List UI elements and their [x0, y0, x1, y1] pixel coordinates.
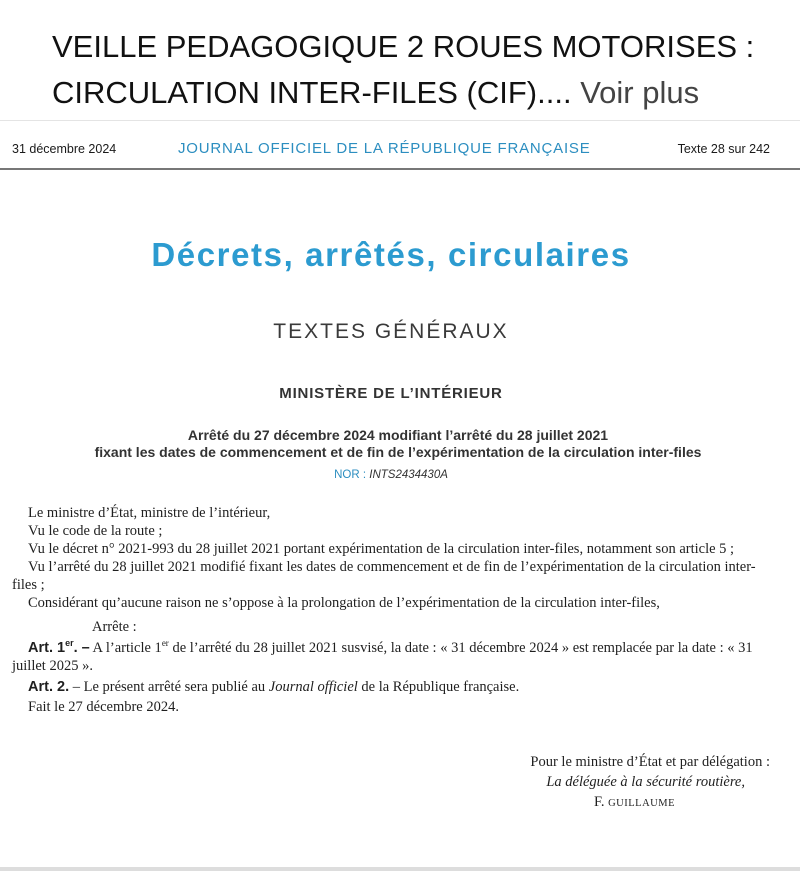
nor-label: NOR : — [334, 469, 367, 481]
document-body — [12, 504, 770, 716]
arrete-title — [14, 427, 782, 461]
journal-header — [12, 140, 770, 160]
nor-reference — [0, 469, 782, 481]
signature-line2: La déléguée à la sécurité routière, — [546, 774, 745, 790]
paragraph: Vu l’arrêté du 28 juillet 2021 modifié fixant les dates de commencement et de fin de l’expérimentation de la circulation inter-files ; — [12, 559, 756, 593]
arrete-title-line2: fixant les dates de commencement et de fin de l’expérimentation de la circulation inter-files — [94, 444, 702, 460]
section-title: Décrets, arrêtés, circulaires — [151, 236, 631, 273]
ministry-title: MINISTÈRE DE L’INTÉRIEUR — [279, 385, 503, 402]
article-1-label: Art. 1er. – — [28, 638, 90, 656]
signature-block — [420, 752, 770, 814]
signature-line1: Pour le ministre d’État et par délégation : — [530, 754, 770, 770]
post-header — [0, 0, 800, 121]
bottom-divider — [0, 867, 800, 871]
article-2-label: Art. 2. — [28, 679, 70, 695]
header-rule — [0, 168, 800, 170]
paragraph: Vu le décret n° 2021-993 du 28 juillet 2021 portant expérimentation de la circulation inter-files, notamment son article 5 ; — [28, 541, 735, 557]
publication-date: 31 décembre 2024 — [12, 142, 117, 156]
journal-name: JOURNAL OFFICIEL DE LA RÉPUBLIQUE FRANÇAISE — [178, 140, 591, 157]
paragraph: Vu le code de la route ; — [28, 523, 163, 539]
article-2: Art. 2. – Le présent arrêté sera publié au Journal officiel de la République française. — [28, 679, 520, 695]
arrete-word: Arrête : — [92, 619, 137, 635]
post-title[interactable] — [52, 24, 792, 116]
paragraph: Le ministre d’État, ministre de l’intérieur, — [28, 505, 271, 521]
document-image — [0, 124, 800, 871]
texte-number: Texte 28 sur 242 — [677, 142, 770, 156]
subsection-title: TEXTES GÉNÉRAUX — [273, 320, 509, 343]
post-title-text: VEILLE PEDAGOGIQUE 2 ROUES MOTORISES : CIRCULATION INTER-FILES (CIF).... — [52, 29, 755, 110]
fait-date: Fait le 27 décembre 2024. — [28, 699, 179, 715]
article-1: Art. 1er. – A l’article 1er de l’arrêté du 28 juillet 2021 susvisé, la date : « 31 décembre 2024 » est remplacée par la date : « 31 juillet 2025 ». — [12, 638, 753, 674]
nor-code: INTS2434430A — [369, 469, 448, 481]
arrete-title-line1: Arrêté du 27 décembre 2024 modifiant l’arrêté du 28 juillet 2021 — [187, 427, 609, 443]
signature-name: F. GUILLAUME — [593, 794, 675, 810]
see-more-link[interactable]: Voir plus — [580, 75, 700, 110]
paragraph: Considérant qu’aucune raison ne s’oppose à la prolongation de l’expérimentation de la circulation inter-files, — [28, 595, 660, 611]
